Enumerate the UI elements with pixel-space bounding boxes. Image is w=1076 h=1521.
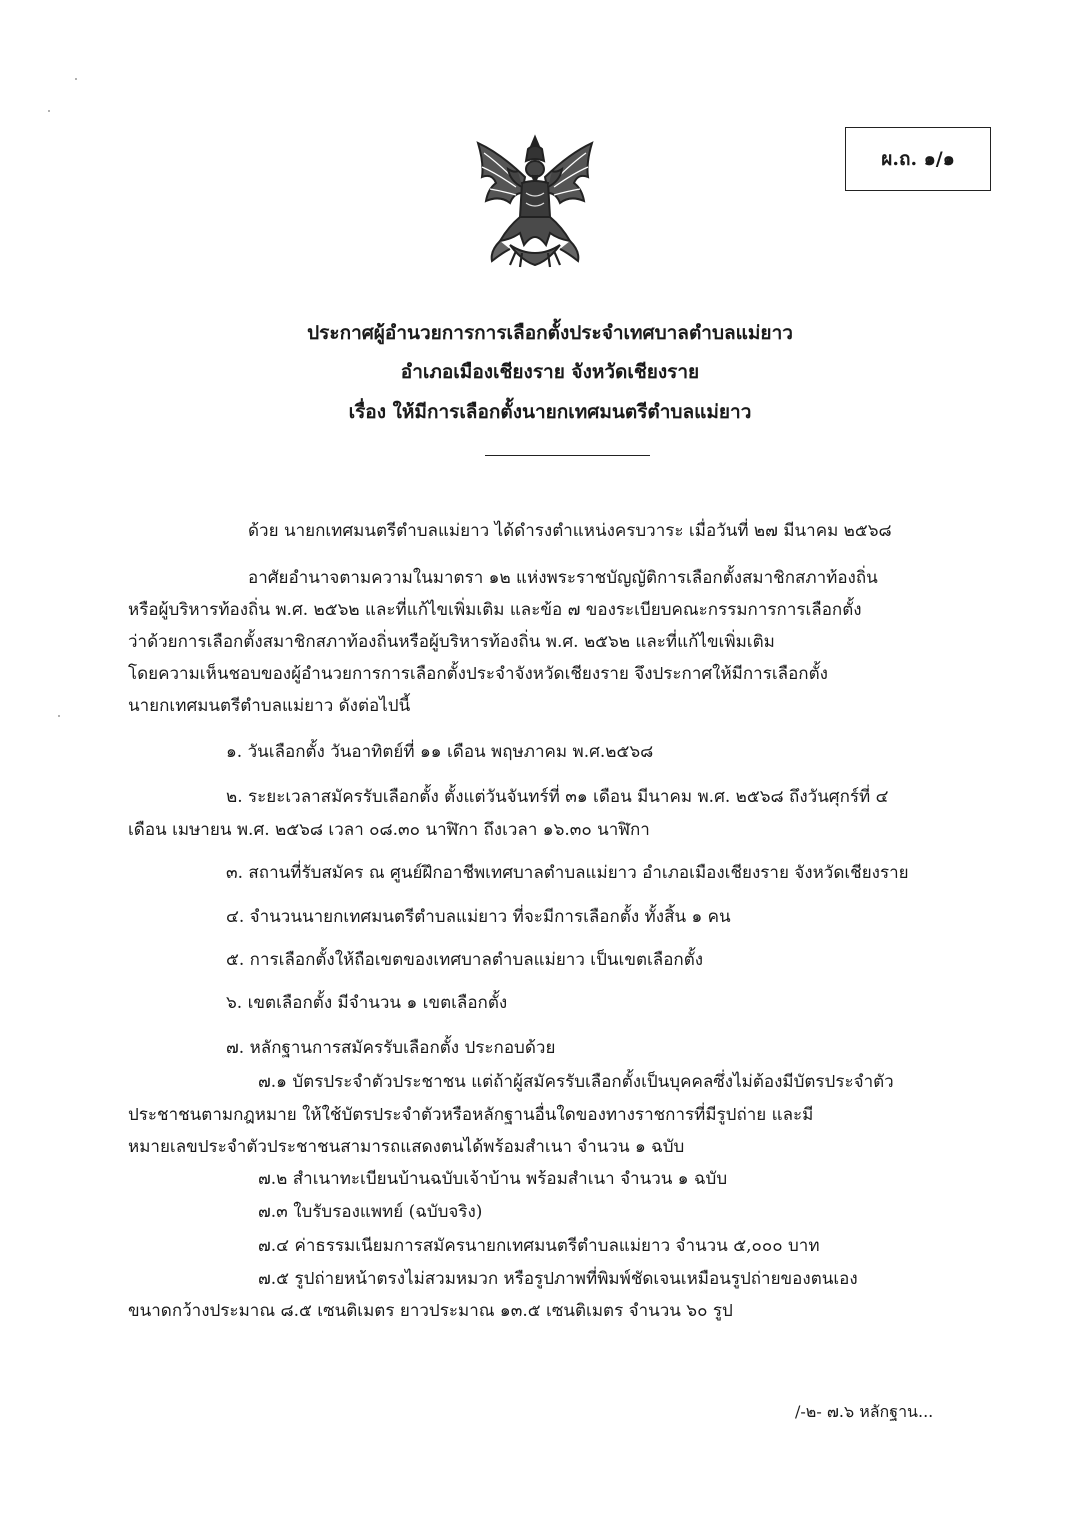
scan-speck [58,715,60,717]
intro-paragraph: ด้วย นายกเทศมนตรีตำบลแม่ยาว ได้ดำรงตำแหน่งครบวาระ เมื่อวันที่ ๒๗ มีนาคม ๒๕๖๘ [248,521,892,541]
item-number-of-mayors: ๔. จำนวนนายกเทศมนตรีตำบลแม่ยาว ที่จะมีการเลือกตั้ง ทั้งสิ้น ๑ คน [226,907,731,927]
authority-line: นายกเทศมนตรีตำบลแม่ยาว ดังต่อไปนี้ [128,696,411,716]
item-district-count: ๖. เขตเลือกตั้ง มีจำนวน ๑ เขตเลือกตั้ง [226,993,508,1013]
item-application-place: ๓. สถานที่รับสมัคร ณ ศูนย์ฝึกอาชีพเทศบาลตำบลแม่ยาว อำเภอเมืองเชียงราย จังหวัดเชียงราย [226,863,909,883]
subitem-id-card-cont: ประชาชนตามกฎหมาย ให้ใช้บัตรประจำตัวหรือหลักฐานอื่นใดของทางราชการที่มีรูปถ่าย และมี [128,1105,814,1125]
subitem-photographs: ๗.๕ รูปถ่ายหน้าตรงไม่สวมหมวก หรือรูปภาพที่พิมพ์ชัดเจนเหมือนรูปถ่ายของตนเอง [258,1269,858,1289]
subitem-id-card-cont: หมายเลขประจำตัวประชาชนสามารถแสดงตนได้พร้อมสำเนา จำนวน ๑ ฉบับ [128,1137,685,1157]
scan-speck [48,110,50,112]
garuda-emblem-icon [470,133,600,273]
item-application-period: ๒. ระยะเวลาสมัครรับเลือกตั้ง ตั้งแต่วันจันทร์ที่ ๓๑ เดือน มีนาคม พ.ศ. ๒๕๖๘ ถึงวันศุกร์ที่ ๔ [226,787,889,807]
subitem-house-registration: ๗.๒ สำเนาทะเบียนบ้านฉบับเจ้าบ้าน พร้อมสำเนา จำนวน ๑ ฉบับ [258,1169,728,1189]
authority-line: อาศัยอำนาจตามความในมาตรา ๑๒ แห่งพระราชบัญญัติการเลือกตั้งสมาชิกสภาท้องถิ่น [248,568,878,588]
authority-line: โดยความเห็นชอบของผู้อำนวยการการเลือกตั้งประจำจังหวัดเชียงราย จึงประกาศให้มีการเลือกตั้ง [128,664,828,684]
scan-speck [75,78,77,80]
subitem-id-card: ๗.๑ บัตรประจำตัวประชาชน แต่ถ้าผู้สมัครรับเลือกตั้งเป็นบุคคลซึ่งไม่ต้องมีบัตรประจำตัว [258,1072,894,1092]
continuation-note: /-๒- ๗.๖ หลักฐาน... [795,1402,934,1421]
title-line-3: เรื่อง ให้มีการเลือกตั้งนายกเทศมนตรีตำบลแม่ยาว [348,401,752,423]
subitem-medical-certificate: ๗.๓ ใบรับรองแพทย์ (ฉบับจริง) [258,1202,483,1222]
item-required-documents: ๗. หลักฐานการสมัครรับเลือกตั้ง ประกอบด้วย [226,1038,556,1058]
title-line-1: ประกาศผู้อำนวยการการเลือกตั้งประจำเทศบาลตำบลแม่ยาว [307,322,793,344]
title-line-2: อำเภอเมืองเชียงราย จังหวัดเชียงราย [400,361,700,383]
item-election-date: ๑. วันเลือกตั้ง วันอาทิตย์ที่ ๑๑ เดือน พฤษภาคม พ.ศ.๒๕๖๘ [226,742,654,762]
authority-line: ว่าด้วยการเลือกตั้งสมาชิกสภาท้องถิ่นหรือผู้บริหารท้องถิ่น พ.ศ. ๒๕๖๒ และที่แก้ไขเพิ่มเติม [128,632,775,652]
item-election-area: ๕. การเลือกตั้งให้ถือเขตของเทศบาลตำบลแม่ยาว เป็นเขตเลือกตั้ง [226,950,704,970]
title-divider [485,455,650,456]
subitem-photographs-cont: ขนาดกว้างประมาณ ๘.๕ เซนติเมตร ยาวประมาณ ๑๓.๕ เซนติเมตร จำนวน ๖๐ รูป [128,1301,733,1321]
item-application-period-cont: เดือน เมษายน พ.ศ. ๒๕๖๘ เวลา ๐๘.๓๐ นาฬิกา ถึงเวลา ๑๖.๓๐ นาฬิกา [128,820,650,840]
authority-line: หรือผู้บริหารท้องถิ่น พ.ศ. ๒๕๖๒ และที่แก้ไขเพิ่มเติม และข้อ ๗ ของระเบียบคณะกรรมการการเลือกตั้ง [128,600,862,620]
form-code-box: ผ.ถ. ๑/๑ [845,127,991,191]
subitem-application-fee: ๗.๔ ค่าธรรมเนียมการสมัครนายกเทศมนตรีตำบลแม่ยาว จำนวน ๕,๐๐๐ บาท [258,1236,820,1256]
